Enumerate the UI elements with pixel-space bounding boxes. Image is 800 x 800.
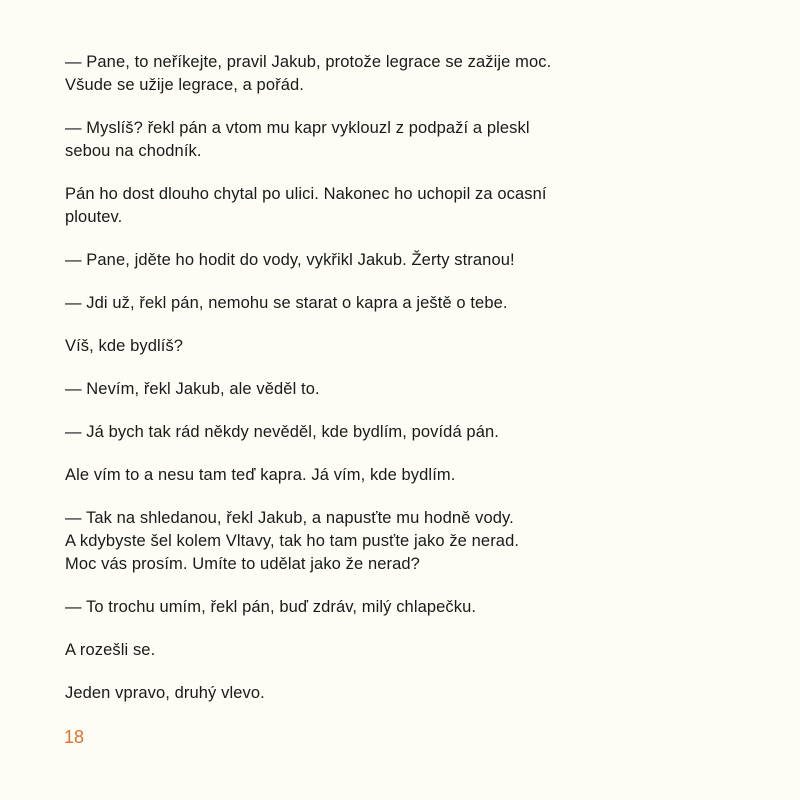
text-line: ploutev. [65,208,123,226]
paragraph [65,292,585,315]
text-line: Ale vím to a nesu tam teď kapra. Já vím, kde bydlím. [65,466,456,484]
paragraph [65,117,585,163]
body-text [65,51,585,725]
paragraph [65,682,585,705]
paragraph [65,596,585,619]
text-line: sebou na chodník. [65,142,202,160]
text-line: A kdybyste šel kolem Vltavy, tak ho tam pusťte jako že nerad. [65,532,520,550]
page-number: 18 [64,727,85,747]
text-line: A rozešli se. [65,641,156,659]
paragraph [65,183,585,229]
paragraph [65,335,585,358]
text-line: — Pane, jděte ho hodit do vody, vykřikl Jakub. Žerty stranou! [65,251,515,269]
text-line: — Já bych tak rád někdy nevěděl, kde bydlím, povídá pán. [65,423,499,441]
text-line: — Jdi už, řekl pán, nemohu se starat o kapra a ještě o tebe. [65,294,508,312]
text-line: — Myslíš? řekl pán a vtom mu kapr vyklouzl z podpaží a pleskl [65,119,530,137]
text-line: — To trochu umím, řekl pán, buď zdráv, milý chlapečku. [65,598,477,616]
text-line: Všude se užije legrace, a pořád. [65,76,304,94]
text-line: Pán ho dost dlouho chytal po ulici. Nakonec ho uchopil za ocasní [65,185,547,203]
paragraph [65,378,585,401]
text-line: — Tak na shledanou, řekl Jakub, a napusťte mu hodně vody. [65,509,514,527]
text-line: — Nevím, řekl Jakub, ale věděl to. [65,380,320,398]
paragraph [65,249,585,272]
text-line: — Pane, to neříkejte, pravil Jakub, protože legrace se zažije moc. [65,53,552,71]
text-line: Víš, kde bydlíš? [65,337,184,355]
paragraph [65,507,585,576]
text-line: Jeden vpravo, druhý vlevo. [65,684,265,702]
paragraph [65,51,585,97]
text-line: Moc vás prosím. Umíte to udělat jako že nerad? [65,555,420,573]
paragraph [65,464,585,487]
paragraph [65,639,585,662]
paragraph [65,421,585,444]
